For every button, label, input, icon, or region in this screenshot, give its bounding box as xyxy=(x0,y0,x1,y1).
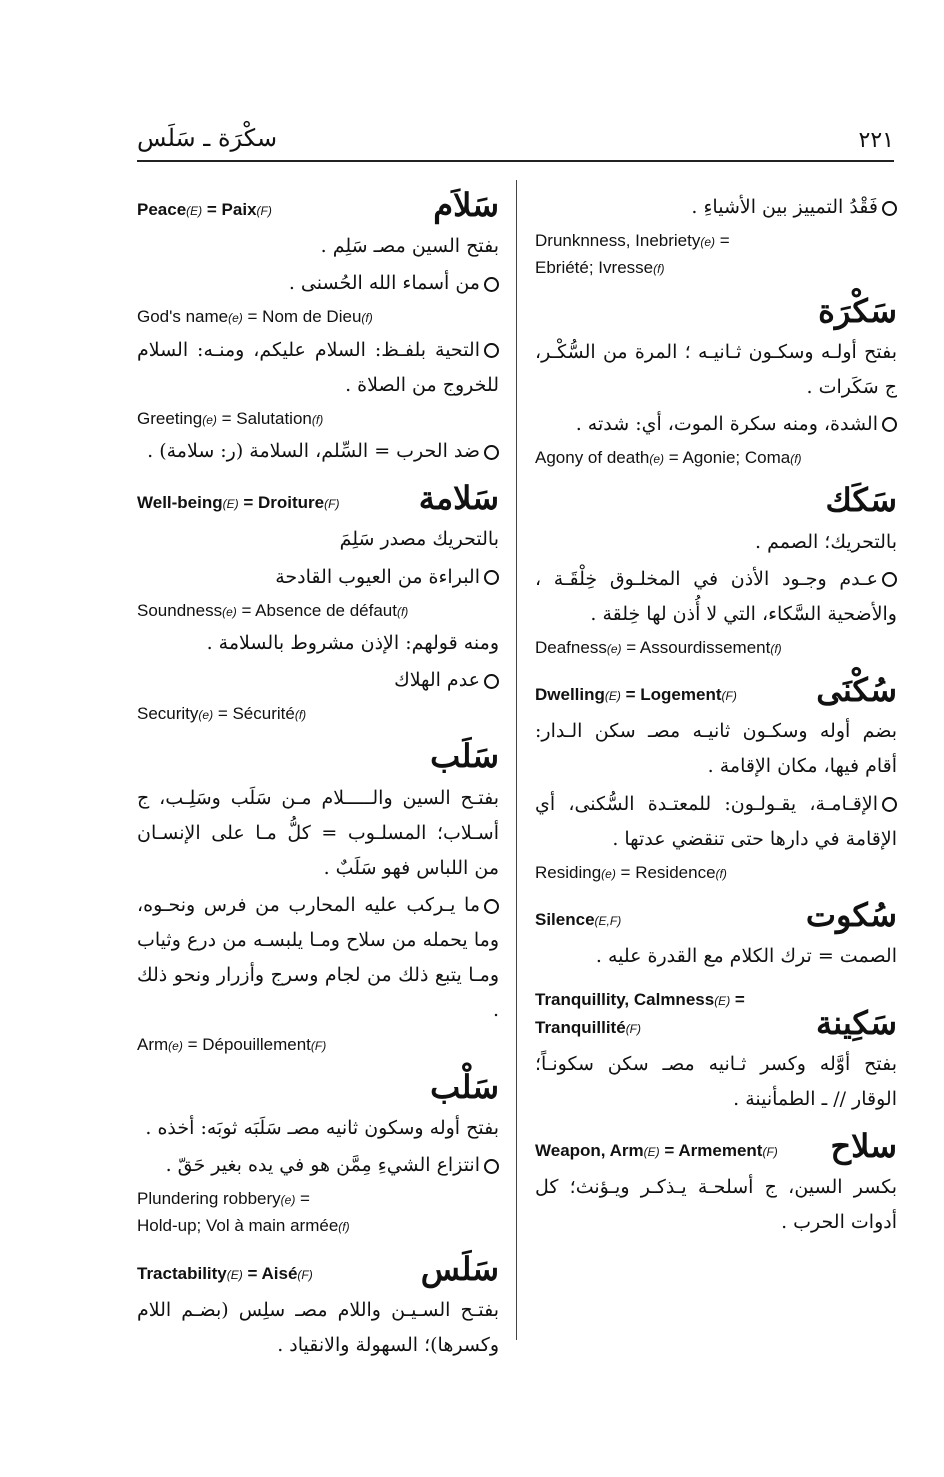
headword: سَكْرَة xyxy=(818,291,897,330)
gloss-tag: (e) xyxy=(222,604,237,619)
gloss-text: Ebriété; Ivresse xyxy=(535,258,654,278)
column-divider xyxy=(516,180,517,1340)
gloss-tag: (e) xyxy=(700,235,716,250)
gloss-suffix: = Agonie; Coma xyxy=(664,448,791,468)
gloss-text: Well-being xyxy=(137,493,223,513)
entry-head xyxy=(535,291,897,330)
headword: سَلَس xyxy=(420,1249,499,1288)
gloss-line xyxy=(137,1212,499,1239)
gloss-text: Security xyxy=(137,704,199,724)
gloss-tag: (E) xyxy=(604,689,621,704)
dictionary-entry xyxy=(535,1129,897,1240)
gloss-tag: (f) xyxy=(770,641,782,656)
gloss-tag: (e) xyxy=(649,452,665,467)
entry-head xyxy=(535,986,897,1040)
arabic-line xyxy=(535,335,897,405)
arabic-line xyxy=(535,714,897,784)
entry-head xyxy=(137,739,499,774)
gloss-line xyxy=(535,859,897,886)
gloss-suffix: = xyxy=(715,231,730,251)
arabic-text: بضم أوله وسكـون ثانيـه مصـ سكن الـدار: أقام فيها، مكان الإقامة . xyxy=(535,720,897,778)
gloss-tag: (E) xyxy=(714,994,731,1009)
gloss-suffix: = Sécurité xyxy=(213,704,295,724)
gloss-text: God's name xyxy=(137,307,229,327)
arabic-text: عـدم وجـود الأذن في المخلـوق خِلْقَـة ، والأضحية السَّكاء، التي لا أُذن لها خِلقة . xyxy=(535,567,897,625)
arabic-line xyxy=(137,781,499,886)
gloss-line xyxy=(535,1137,778,1164)
headword: سَلَب xyxy=(430,737,499,776)
arabic-text: الصمت = ترك الكلام مع القدرة عليه . xyxy=(595,945,897,968)
arabic-line xyxy=(535,939,897,974)
arabic-line xyxy=(137,266,499,301)
gloss-line xyxy=(137,489,339,516)
headword: سُكوت xyxy=(805,896,897,935)
headword: سَلامة xyxy=(418,479,499,518)
arabic-line xyxy=(535,787,897,857)
gloss-tag: (F) xyxy=(762,1145,778,1160)
headword: سَلْب xyxy=(430,1067,499,1106)
gloss-line xyxy=(137,700,499,727)
gloss-tag: (e) xyxy=(606,641,622,656)
entry-head xyxy=(137,481,499,516)
gloss-tag: (f) xyxy=(338,1220,350,1235)
arabic-text: انتزاع الشيءِ مِمَّن هو في يده بغير حَقّ . xyxy=(165,1154,480,1177)
bullet-circle-icon xyxy=(484,445,499,460)
gloss-suffix: = Paix xyxy=(202,200,257,219)
gloss-suffix: = xyxy=(295,1189,310,1209)
arabic-text: بفتح أوَّله وكسر ثـانيه مصـ سكن سكونـاً؛ الوقار // ـ الطمأنينة . xyxy=(535,1052,897,1110)
bullet-circle-icon xyxy=(882,201,897,216)
arabic-text: بالتحريك مصدر سَلِمَ xyxy=(339,528,499,551)
arabic-text: ومنه قولهم: الإذن مشروط بالسلامة . xyxy=(206,631,499,654)
gloss-tag: (e) xyxy=(202,412,217,427)
gloss-tag: (F) xyxy=(721,689,737,704)
gloss-tag: (E,F) xyxy=(594,914,622,929)
dictionary-entry xyxy=(535,190,897,282)
arabic-text: عدم الهلاك xyxy=(394,669,480,692)
entry-head xyxy=(535,483,897,518)
arabic-line xyxy=(535,525,897,560)
arabic-text: التحية بلفـظ: السلام عليكم، ومنـه: السلام للخروج من الصلاة . xyxy=(137,338,499,396)
arabic-line xyxy=(535,190,897,225)
arabic-text: بكسر السين، ج أسلحـة يـذكـر ويـؤنث؛ كل أدوات الحرب . xyxy=(535,1176,897,1234)
gloss-line xyxy=(137,196,272,223)
headword: سَلاَم xyxy=(433,186,499,224)
arabic-text: بفتح أوله وسكون ثانيه مصـ سَلَبَه ثوبَه: أخذه . xyxy=(145,1116,499,1139)
gloss-tag: (f) xyxy=(311,412,324,427)
dictionary-entry xyxy=(535,291,897,472)
gloss-tag: (F) xyxy=(297,1267,313,1282)
dictionary-entry xyxy=(137,188,499,469)
entry-head xyxy=(137,188,499,223)
bullet-circle-icon xyxy=(484,674,499,689)
arabic-line xyxy=(137,333,499,403)
gloss-suffix: = Residence xyxy=(615,862,716,882)
gloss-line xyxy=(535,681,737,708)
bullet-circle-icon xyxy=(882,797,897,812)
gloss-tag: (E) xyxy=(222,497,239,512)
gloss-text: Weapon, Arm xyxy=(535,1141,644,1161)
gloss-suffix: = Nom de Dieu xyxy=(242,307,362,327)
entry-head xyxy=(137,1249,499,1288)
gloss-text: Hold-up; Vol à main armée xyxy=(137,1216,339,1236)
arabic-text: الشدة، ومنه سكرة الموت، أي: شدته . xyxy=(575,412,878,435)
gloss-suffix: = Armement xyxy=(659,1141,763,1161)
bullet-circle-icon xyxy=(484,899,499,914)
gloss-text: Residing xyxy=(535,862,602,882)
gloss-tag: (f) xyxy=(790,452,802,467)
gloss-line xyxy=(137,1260,313,1287)
gloss-line xyxy=(535,986,816,1040)
arabic-line xyxy=(137,663,499,698)
dictionary-entry xyxy=(535,673,897,886)
gloss-tag: (e) xyxy=(601,866,616,881)
arabic-text: بفتـح السين والـــــلام مـن سَلَب وسَلِـب، ج أسـلاب؛ المسلـوب = كلُّ مـا على الإنسـان من اللباس فهو سَلَبٌ . xyxy=(137,786,499,879)
gloss-line xyxy=(137,303,499,330)
arabic-line xyxy=(535,1170,897,1240)
gloss-tag: (F) xyxy=(256,204,272,218)
dictionary-entry xyxy=(535,483,897,661)
arabic-text: بالتحريك؛ الصمم . xyxy=(755,530,897,553)
arabic-line xyxy=(535,562,897,632)
headword: سُكْنَى xyxy=(816,671,897,710)
arabic-text: البراءة من العيوب القادحة xyxy=(275,565,480,588)
dictionary-entry xyxy=(137,1249,499,1363)
gloss-suffix: = Logement xyxy=(620,685,722,705)
gloss-tag: (E) xyxy=(226,1267,243,1282)
entry-head xyxy=(137,1067,499,1106)
arabic-text: بفتـح السـيـن واللام مصـ سلِس (بضـم اللام وكسرها)؛ السهولة والانقياد . xyxy=(137,1298,499,1356)
dictionary-entry xyxy=(535,986,897,1117)
gloss-tag: (f) xyxy=(294,708,307,723)
gloss-suffix: = Aisé xyxy=(242,1263,298,1283)
gloss-text: Dwelling xyxy=(535,685,605,705)
gloss-tag: (e) xyxy=(228,311,243,326)
gloss-suffix: = Assourdissement xyxy=(621,637,771,657)
right-column xyxy=(535,188,897,1253)
headword: سَكَك xyxy=(825,481,897,520)
gloss-suffix: = Absence de défaut xyxy=(236,600,397,620)
dictionary-entry xyxy=(137,1067,499,1240)
gloss-text: Deafness xyxy=(535,637,607,657)
dictionary-entry xyxy=(137,481,499,727)
gloss-line xyxy=(137,1185,499,1212)
gloss-suffix: = Salutation xyxy=(216,408,312,428)
gloss-text: Agony of death xyxy=(535,448,650,468)
arabic-line xyxy=(535,407,897,442)
arabic-line xyxy=(137,522,499,557)
running-head: سكْرَة ـ سَلَس xyxy=(137,124,278,152)
arabic-text: من أسماء الله الحُسنى . xyxy=(288,272,480,295)
gloss-tag: (e) xyxy=(198,708,214,723)
arabic-text: فَقْدُ التمييز بين الأشياءِ . xyxy=(691,196,878,218)
arabic-line xyxy=(535,1047,897,1117)
arabic-line xyxy=(137,888,499,1029)
gloss-text: Silence xyxy=(535,910,595,930)
arabic-line xyxy=(137,434,499,469)
dictionary-entry xyxy=(535,898,897,974)
gloss-line xyxy=(535,254,897,281)
gloss-text: Tractability xyxy=(137,1263,227,1283)
arabic-text: بفتح أولـه وسكـون ثـانيـه ؛ المرة من السُّكْـر، ج سَكَرات . xyxy=(535,340,897,398)
gloss-tag: (f) xyxy=(653,262,665,277)
gloss-tag: (e) xyxy=(168,1038,183,1053)
entry-head xyxy=(535,1129,897,1164)
arabic-text: بفتح السين مصـ سَلِم . xyxy=(320,235,499,258)
gloss-line xyxy=(137,597,499,624)
gloss-line xyxy=(535,444,897,471)
headword: سَكِينة xyxy=(816,1003,897,1042)
gloss-text: Tranquillity, Calmness xyxy=(535,990,715,1010)
gloss-text: Drunknness, Inebriety xyxy=(535,231,701,251)
bullet-circle-icon xyxy=(484,343,499,358)
arabic-line xyxy=(137,229,499,264)
gloss-text: Peace xyxy=(137,200,187,219)
bullet-circle-icon xyxy=(484,570,499,585)
entry-head xyxy=(535,673,897,708)
bullet-circle-icon xyxy=(882,417,897,432)
gloss-line xyxy=(535,634,897,661)
gloss-tag: (f) xyxy=(361,311,373,326)
gloss-line xyxy=(137,1031,499,1058)
gloss-tag: (F) xyxy=(324,497,340,512)
arabic-line xyxy=(137,560,499,595)
gloss-line xyxy=(137,405,499,432)
gloss-text: Plundering robbery xyxy=(137,1189,281,1209)
gloss-text: Greeting xyxy=(137,408,203,428)
arabic-text: ضد الحرب = السِّلم، السلامة (ر: سلامة) . xyxy=(147,440,480,463)
gloss-line xyxy=(535,227,897,254)
gloss-tag: (E) xyxy=(186,204,203,218)
bullet-circle-icon xyxy=(484,277,499,292)
gloss-tag: (F) xyxy=(310,1038,327,1053)
gloss-text: Arm xyxy=(137,1034,169,1054)
gloss-tag: (e) xyxy=(280,1193,296,1208)
gloss-tag: (F) xyxy=(625,1021,642,1036)
arabic-text: الإقـامـة، يقـولـون: للمعتـدة السُّكنى، أي الإقامة في دارها حتى تنقضي عدتها . xyxy=(535,792,897,850)
entry-head xyxy=(535,898,897,933)
gloss-suffix: = Dépouillement xyxy=(182,1034,311,1054)
arabic-text: ما يـركب عليه المحارب من فرس ونحـوه، وما يحمله من سلاح ومـا يلبسـه من درع وثياب ومـا يتبع ذلك من لجام وسرج وأزرار ونحو ذلك . xyxy=(137,894,499,1022)
arabic-line xyxy=(137,626,499,661)
gloss-tag: (f) xyxy=(715,866,727,881)
page-number: ٢٢١ xyxy=(858,128,894,153)
gloss-suffix: = Droiture xyxy=(238,493,325,513)
arabic-line xyxy=(137,1148,499,1183)
header-rule xyxy=(137,160,894,162)
gloss-tag: (f) xyxy=(396,604,409,619)
bullet-circle-icon xyxy=(484,1159,499,1174)
bullet-circle-icon xyxy=(882,572,897,587)
dictionary-entry xyxy=(137,739,499,1057)
arabic-line xyxy=(137,1293,499,1363)
gloss-text: Soundness xyxy=(137,600,223,620)
gloss-suffix: = Tranquillité xyxy=(535,990,745,1037)
headword: سلاح xyxy=(830,1127,897,1166)
gloss-line xyxy=(535,906,621,933)
gloss-tag: (E) xyxy=(643,1145,660,1160)
arabic-line xyxy=(137,1111,499,1146)
left-column xyxy=(137,188,499,1375)
